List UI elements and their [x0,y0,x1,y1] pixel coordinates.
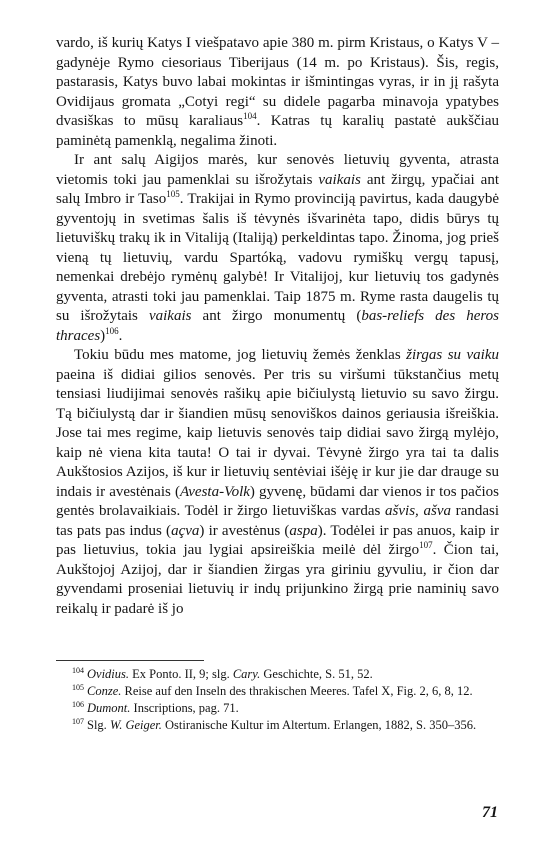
text-run: randasi tas pats pas indus ( [56,503,499,539]
text-run: ) [100,327,106,344]
text-run: Ir ant salų Aigijos marės, kur senovės lietuvių gyventa, atrasta vietomis toki jau pamenklai su išrožytais [56,152,499,188]
text-run: . [118,327,123,344]
footnote-ref[interactable]: 104 [243,111,257,121]
footnote-author: Conze. [87,684,122,698]
footnote-number: 107 [72,716,84,726]
italic-term: žirgas su vaiku [406,347,499,363]
footnote-text: Ostiranische Kultur im Altertum. Erlangen, 1882, S. 350–356. [161,718,477,732]
footnote [56,666,499,683]
italic-term: vaikais [318,171,361,188]
footnote-number: 104 [72,665,84,675]
italic-term: Avesta-Volk [179,483,250,500]
italic-term: ašvis, ašva [385,503,451,519]
footnote-text: Reise auf den Inseln des thrakischen Meeres. Tafel X, Fig. 2, 6, 8, 12. [121,684,473,698]
footnote-ref[interactable]: 106 [105,325,119,336]
footnote [56,717,499,734]
footnote-divider [56,660,204,661]
paragraph [56,34,499,151]
footnote-number: 106 [72,699,84,709]
footnote-ref[interactable]: 107 [419,540,433,550]
page-number: 71 [482,804,498,821]
text-run: ). Todėlei ir pas anuos, kaip ir pas lietuvius, tokia jau lygiai apsireiškia meilė dėl žirgo [56,522,499,558]
text-run: ) ir avestėnus ( [199,522,290,539]
italic-term: açva [171,522,200,539]
footnote-text: Ex Ponto. II, 9; slg. [129,667,233,681]
text-run: paeina iš didiai gilios senovės. Per tris su viršumi tūkstančius metų tensiasi liudijimai senovės rašikų apie bičiulystą lietuvio su savo žirgu. Tą bičiulystą dar ir šiandien mūsų senoviškos dainos geriausia išreiškia. Jose tai mes regime, kaip lietuvis senovės taip didiai savo žirgą mylėjo, kaip nė viena kita tauta! O tai ir dyvai. Tėvynė žirgo yra tai ta dalis Aukštosios Azijos, iš kur ir lietuvių sentėviai išėję ir kur jie dar drauge su indais ir avestėnais ( [56,366,499,500]
footnote-author: Ovidius. [87,667,130,681]
footnote [56,683,499,700]
footnote-ref[interactable]: 105 [166,189,180,199]
paragraph [56,151,499,346]
text-run: ant žirgo monumentų ( [191,308,362,324]
footnote-text: Inscriptions, pag. 71. [130,701,239,715]
footnote [56,700,499,717]
main-text [56,34,499,619]
text-run: . Katras tų karalių pastatė aukščiau paminėtą pamenklą, negalima žinoti. [56,113,499,149]
italic-term: aspa [289,522,318,539]
footnote-author: W. Geiger. [109,718,162,732]
footnote-number: 105 [72,682,84,692]
footnote-author: Cary. [232,667,261,681]
italic-term: vaikais [148,308,192,324]
text-run: Tokiu būdu mes matome, jog lietuvių žemės ženklas [74,347,407,363]
footnote-text: Slg. [87,718,110,732]
footnote-text: Geschichte, S. 51, 52. [260,667,373,681]
paragraph [56,346,499,619]
footnote-author: Dumont. [87,701,131,715]
text-run: ) gyvenę, būdami dar vienos ir tos pačios gentės brolavaikiais. Todėl ir žirgo lietuviškas vardas [56,483,499,519]
text-run: . Čion tai, Aukštojoj Azijoj, dar ir šiandien žirgas yra giriniu gyvuliu, ir čion dar gyvendami proseniai lietuvių ir indų prijunkino žirgą prie naminių savo reikalų ir padarė iš jo [56,542,499,617]
text-run: . Trakijai in Rymo provinciją pavirtus, kada daugybė gyventojų in svetimas šalis iš tėvynės išvarinėta tapo, didis būrys tų lietuviškų trakų ik in Vitaliją (Italiją) perkeldintas tapo. Žinoma, jog prieš vieną tų lietuvių, vardu Spartóką, vadovu rymiškų vergų tapusį, nemenkai drebėjo rymėnų galybė! Ir Vitalijoj, kur lietuvių tos gadynės gyventa, atrasti toki jau pamenklai. Taip 1875 m. Ryme rasta daugelis tų su išrožytais [56,191,500,324]
text-run: ant žirgų, ypačiai ant salų Imbro ir Taso [56,171,499,207]
footnotes [56,666,499,734]
italic-term: bas-reliefs des heros thraces [56,308,500,344]
text-run: vardo, iš kurių Katys I viešpatavo apie 380 m. pirm Kristaus, o Katys V – gadynėje Rymo ciesoriaus Tiberijaus (14 m. po Kristaus). Šis, regis, pastarasis, Katys buvo labai mokintas ir išmintingas vyras, ir in jį rašyta Ovidijaus gromata „Cotyi regi“ su didele pagarba minavoja ypatybes dvasiškas to mūsų karaliaus [56,35,499,129]
